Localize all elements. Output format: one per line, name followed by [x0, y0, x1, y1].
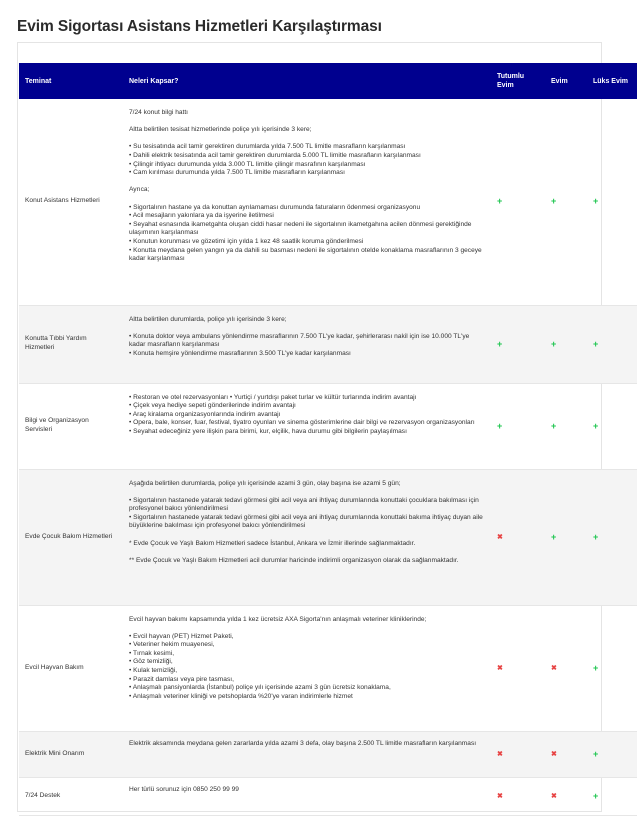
plan-cell-tutumlu-evim: [491, 469, 545, 605]
excluded-cross-icon: ✖: [551, 792, 557, 800]
description-paragraph: Ayrıca;: [129, 186, 150, 194]
description-paragraph: 7/24 konut bilgi hattı: [129, 109, 189, 116]
description-paragraph: Evcil hayvan bakımı kapsamında yılda 1 kez ücretsiz AXA Sigorta'nın anlaşmalı veteriner kliniklerinde;: [129, 615, 427, 623]
included-plus-icon: +: [551, 196, 557, 207]
table-row: [19, 777, 637, 815]
plan-cell-tutumlu-evim: [491, 605, 545, 731]
plan-cell-tutumlu-evim: [491, 777, 545, 815]
included-plus-icon: +: [593, 531, 599, 542]
plan-cell-evim: [545, 99, 587, 305]
plan-cell-evim: [545, 383, 587, 469]
plan-cell-tutumlu-evim: [491, 731, 545, 777]
included-plus-icon: +: [593, 338, 599, 349]
included-plus-icon: +: [551, 531, 557, 542]
coverage-name: Konut Asistans Hizmetleri: [19, 99, 123, 305]
plan-cell-tutumlu-evim: [491, 383, 545, 469]
excluded-cross-icon: ✖: [551, 750, 557, 758]
included-plus-icon: +: [593, 790, 599, 801]
description-paragraph: Aşağıda belirtilen durumlarda, poliçe yılı içerisinde azami 3 gün, olay başına ise azami 5 gün;: [129, 479, 401, 487]
table-header-row: [19, 63, 637, 99]
header-luks-evim: Lüks Evim: [587, 63, 637, 99]
header-evim: Evim: [545, 63, 587, 99]
description-paragraph: Altta belirtilen durumlarda, poliçe yılı içerisinde 3 kere;: [129, 315, 287, 323]
plan-cell-tutumlu-evim: [491, 99, 545, 305]
included-plus-icon: +: [593, 748, 599, 759]
page-title: Evim Sigortası Asistans Hizmetleri Karşılaştırması: [17, 18, 382, 35]
coverage-description: [123, 731, 491, 777]
included-plus-icon: +: [497, 338, 503, 349]
plan-cell-luks-evim: [587, 383, 637, 469]
plan-cell-evim: [545, 731, 587, 777]
description-paragraph: Altta belirtilen tesisat hizmetlerinde poliçe yılı içerisinde 3 kere;: [129, 126, 312, 134]
included-plus-icon: +: [551, 338, 557, 349]
coverage-description: [123, 305, 491, 383]
coverage-name: Evcil Hayvan Bakım: [19, 605, 123, 731]
coverage-name: Evde Çocuk Bakım Hizmetleri: [19, 469, 123, 605]
coverage-name: Konutta Tıbbi Yardım Hizmetleri: [19, 305, 123, 383]
description-paragraph: ** Evde Çocuk ve Yaşlı Bakım Hizmetleri acil durumlar haricinde indirimli organizasyon olarak da sağlanmaktadır.: [129, 556, 459, 564]
excluded-cross-icon: ✖: [497, 664, 503, 672]
description-paragraph: Elektrik aksamında meydana gelen zararlarda yılda azami 3 defa, olay başına 2.500 TL limitle masrafların karşılanması: [129, 739, 477, 747]
plan-cell-luks-evim: [587, 731, 637, 777]
included-plus-icon: +: [551, 420, 557, 431]
included-plus-icon: +: [497, 420, 503, 431]
plan-cell-evim: [545, 777, 587, 815]
excluded-cross-icon: ✖: [497, 792, 503, 800]
plan-cell-evim: [545, 605, 587, 731]
description-paragraph: • Sigortalının hastanede yatarak tedavi görmesi gibi acil veya ani ihtiyaç durumlarında konuttaki çocuklara bakılması için profesyonel bakıcı yönlendirilmesi • Sigortalının hastanede yatarak tedavi görmesi gibi acil veya ani ihtiyaç durumlarında konuttaki bakıma ihtiyaç duyan aile büyüklerine bakılması için profesyonel bakıcı yönlendirilmesi: [129, 496, 483, 530]
description-paragraph: * Evde Çocuk ve Yaşlı Bakım Hizmetleri sadece İstanbul, Ankara ve İzmir illerinde sağlanmaktadır.: [129, 539, 416, 547]
comparison-table: [19, 63, 637, 816]
description-paragraph: • Restoran ve otel rezervasyonları • Yurtiçi / yurtdışı paket turlar ve kültür turlarında indirim avantajı • Çiçek veya hediye sepeti gönderilerinde indirim avantajı • Araç kiralama organizasyonlarında indirim avantajı • Opera, bale, konser, fuar, festival, tiyatro oyunları ve sinema gösterimlerine dair bilgi ve rezervasyon organizasyonları • Seyahat edeceğiniz yere ilişkin para birimi, kur, elçilik, hava durumu gibi bilgilerin paylaşılması: [129, 393, 475, 435]
coverage-description: [123, 469, 491, 605]
description-paragraph: • Evcil hayvan (PET) Hizmet Paketi, • Veteriner hekim muayenesi, • Tırnak kesimi, • Göz temizliği, • Kulak temizliği, • Parazit damlası veya pire tasması, • Anlaşmalı pansiyonlarda (İstanbul) poliçe yılı içerisinde azami 3 gün ücretsiz konaklama, • Anlaşmalı veteriner kliniği ve petshoplarda %20'ye varan indirimlerle hizmet: [129, 632, 391, 700]
coverage-name: Bilgi ve Organizasyon Servisleri: [19, 383, 123, 469]
table-row: [19, 469, 637, 605]
plan-cell-evim: [545, 305, 587, 383]
included-plus-icon: +: [593, 420, 599, 431]
excluded-cross-icon: ✖: [497, 750, 503, 758]
description-paragraph: • Konuta doktor veya ambulans yönlendirme masraflarının 7.500 TL'ye kadar, şehirlerarası nakil için ise 10.000 TL'ye kadar masrafların karşılanması • Konuta hemşire yönlendirme masraflarının 3.500 TL'ye kadar karşılanması: [129, 332, 470, 357]
table-row: [19, 99, 637, 305]
header-tutumlu-evim: Tutumlu Evim: [491, 63, 545, 99]
header-teminat: Teminat: [19, 63, 123, 99]
included-plus-icon: +: [593, 196, 599, 207]
plan-cell-luks-evim: [587, 469, 637, 605]
plan-cell-evim: [545, 469, 587, 605]
description-paragraph: Her türlü sorunuz için 0850 250 99 99: [129, 785, 239, 793]
description-paragraph: • Sigortalının hastane ya da konuttan ayrılamaması durumunda faturaların ödenmesi organizasyonu • Acil mesajların yakınlara ya da işyerine iletilmesi • Seyahat esnasında ikametgahta oluşan ciddi hasar nedeni ile sigortalının ikametgahına acilen dönmesi gerektiğinde ulaşımının karşılanması • Konutun korunması ve gözetimi için yılda 1 kez 48 saatlik koruma gönderilmesi • Konutta meydana gelen yangın ya da dahili su basması nedeni ile sigortalının otelde konaklama masraflarının 3 geceye kadar karşılanması: [129, 203, 482, 263]
excluded-cross-icon: ✖: [551, 664, 557, 672]
coverage-description: [123, 99, 491, 305]
coverage-name: 7/24 Destek: [19, 777, 123, 815]
table-row: [19, 383, 637, 469]
header-neleri-kapsar: Neleri Kapsar?: [123, 63, 491, 99]
table-row: [19, 305, 637, 383]
plan-cell-luks-evim: [587, 777, 637, 815]
excluded-cross-icon: ✖: [497, 533, 503, 541]
table-row: [19, 605, 637, 731]
plan-cell-tutumlu-evim: [491, 305, 545, 383]
coverage-description: [123, 383, 491, 469]
included-plus-icon: +: [593, 662, 599, 673]
coverage-name: Elektrik Mini Onarım: [19, 731, 123, 777]
included-plus-icon: +: [497, 196, 503, 207]
table-row: [19, 731, 637, 777]
plan-cell-luks-evim: [587, 305, 637, 383]
coverage-description: [123, 605, 491, 731]
plan-cell-luks-evim: [587, 605, 637, 731]
description-paragraph: • Su tesisatında acil tamir gerektiren durumlarda yılda 7.500 TL limitle masrafların karşılanması • Dahili elektrik tesisatında acil tamir gerektiren durumlarda 5.000 TL limitle masrafların karşılanması • Çilingir ihtiyacı durumunda yılda 3.000 TL limitle çilingir masrafının karşılanması • Cam kırılması durumunda yılda 7.500 TL limitle masrafların karşılanması: [129, 143, 421, 177]
coverage-description: [123, 777, 491, 815]
plan-cell-luks-evim: [587, 99, 637, 305]
